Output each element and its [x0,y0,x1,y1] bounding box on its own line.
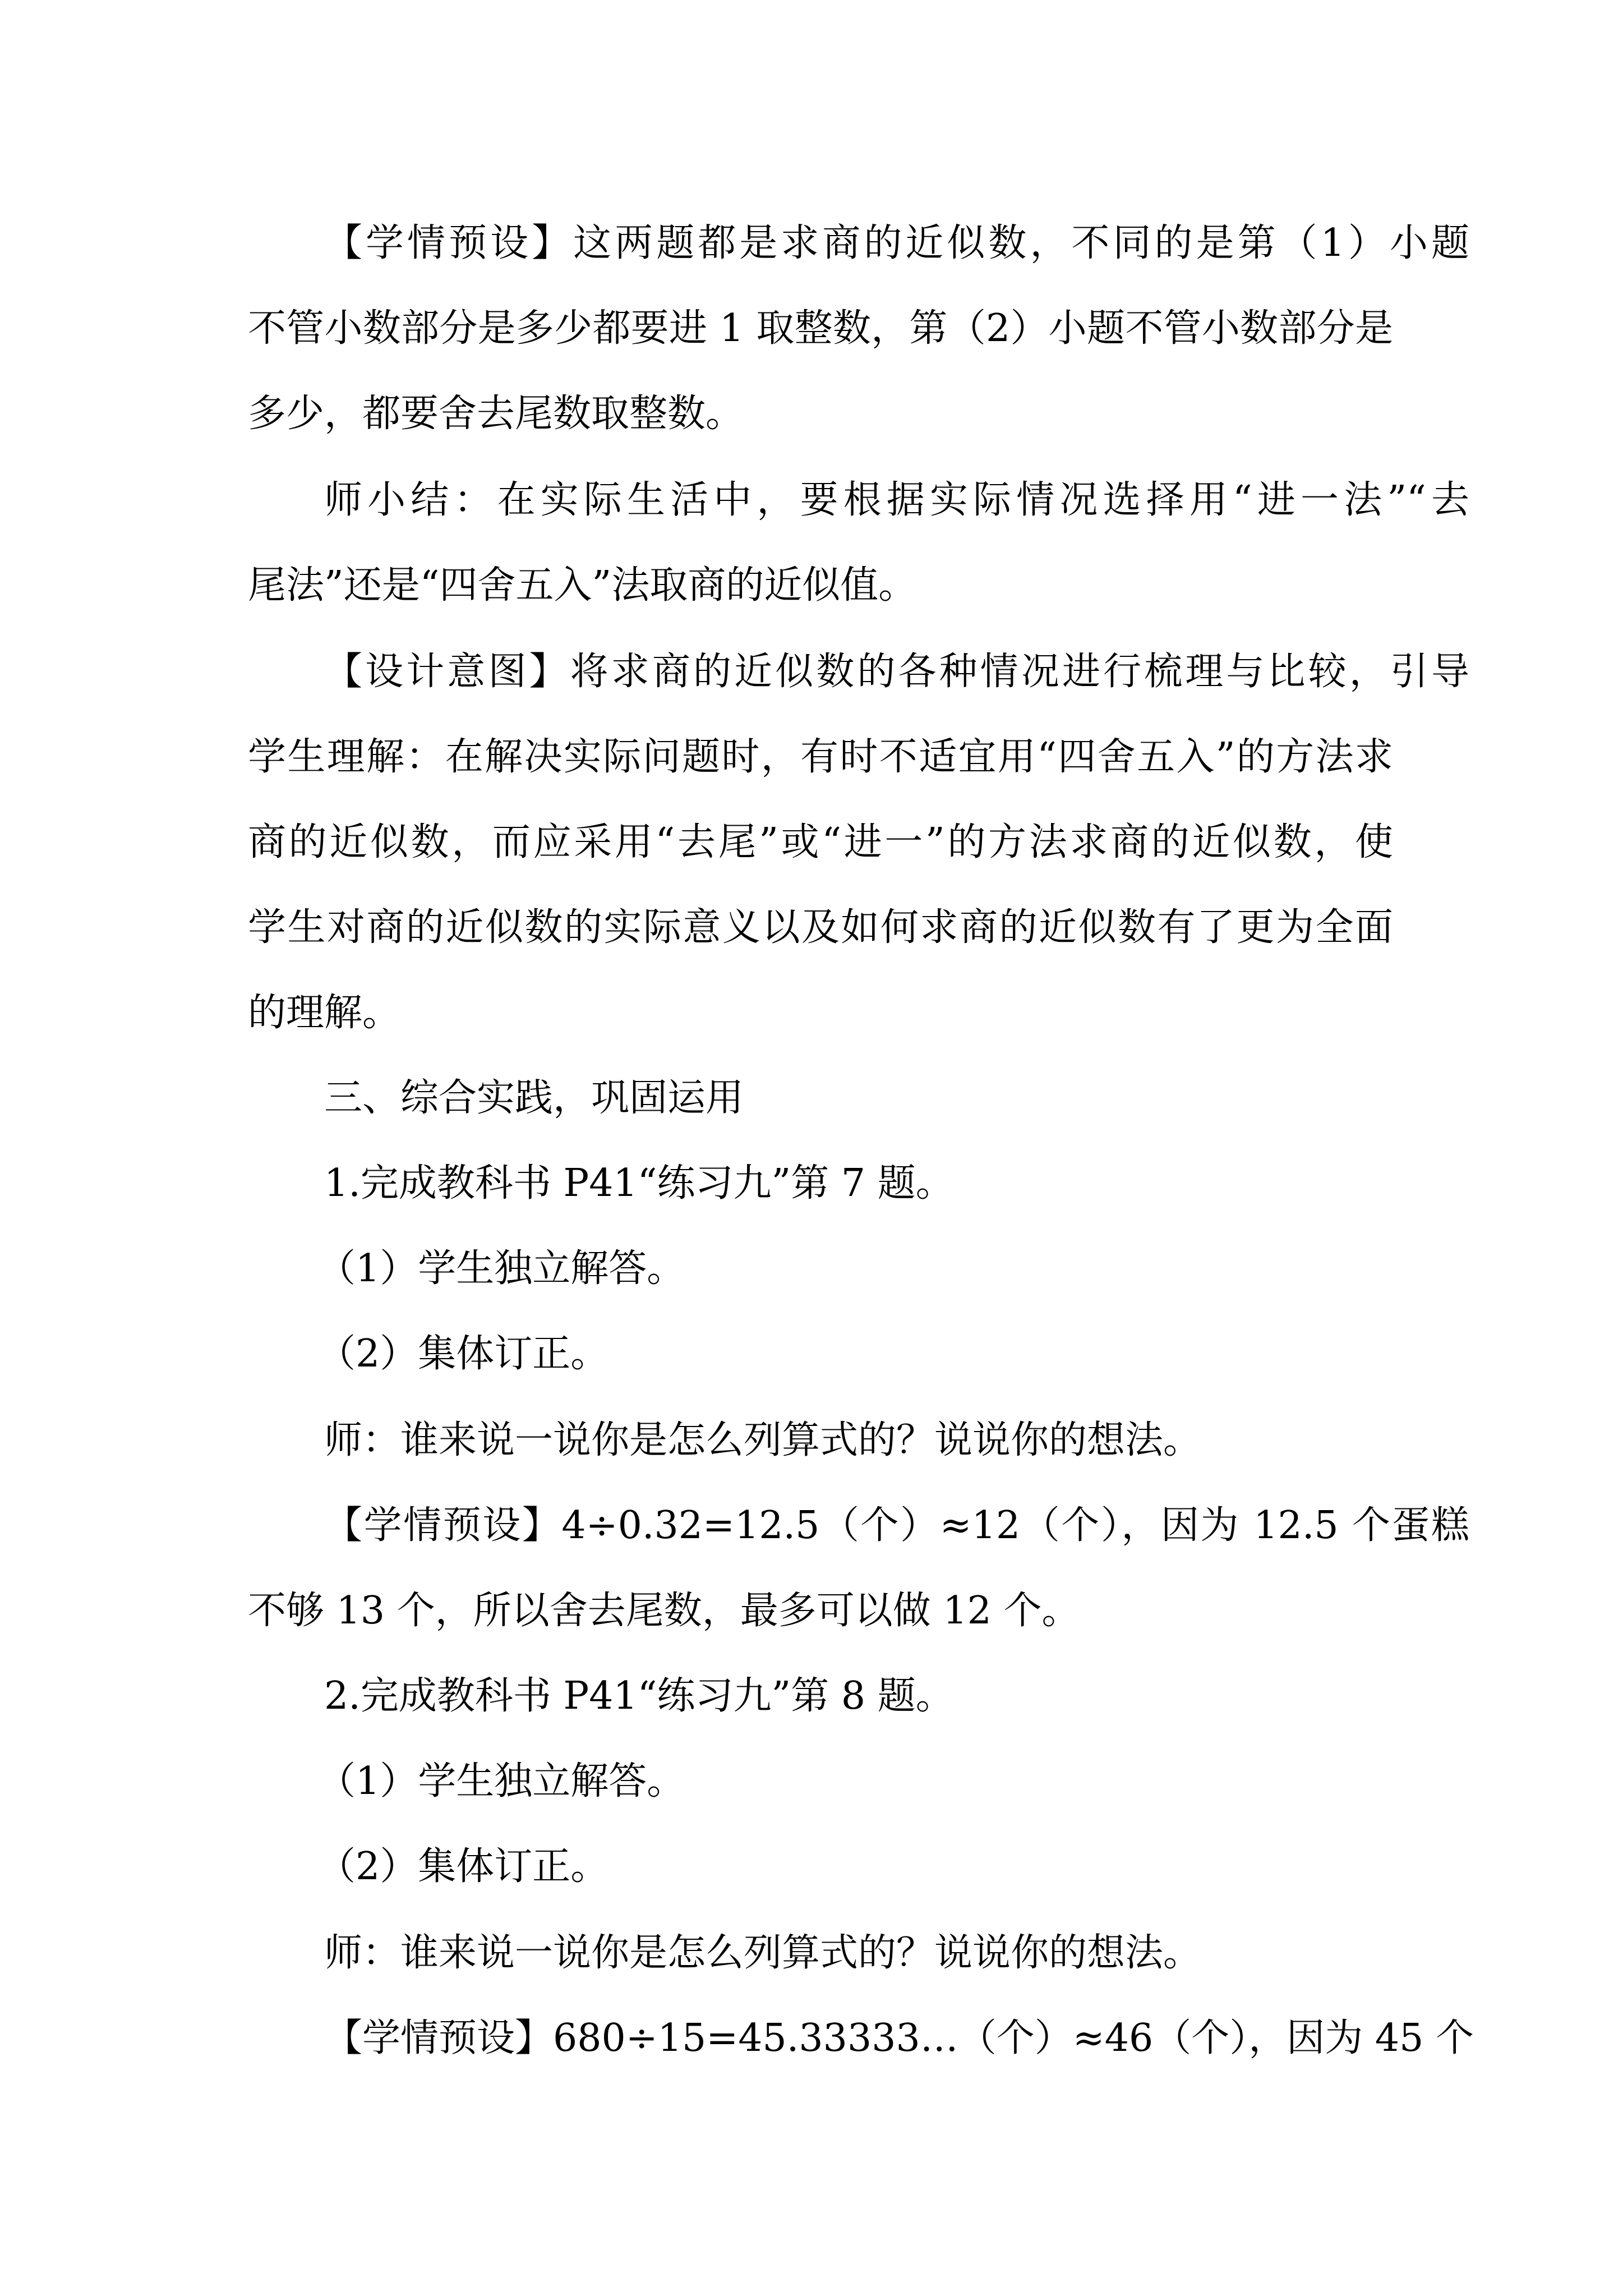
text-line: 【学情预设】4÷0.32=12.5（个）≈12（个），因为 12.5 个蛋糕 [324,1503,1469,1548]
text-line: （2）集体订正。 [317,1844,609,1889]
text-line: 尾法”还是“四舍五入”法取商的近似值。 [248,563,917,608]
text-line: 多少，都要舍去尾数取整数。 [248,392,744,436]
text-line: 【设计意图】将求商的近似数的各种情况进行梳理与比较，引导 [324,650,1469,694]
text-line: （1）学生独立解答。 [317,1759,685,1803]
text-line: 商的近似数，而应采用“去尾”或“进一”的方法求商的近似数，使 [248,820,1393,864]
text-line: 师：谁来说一说你是怎么列算式的？说说你的想法。 [324,1931,1202,1975]
text-line: 的理解。 [248,991,401,1035]
text-line: 师：谁来说一说你是怎么列算式的？说说你的想法。 [324,1418,1202,1462]
text-line: （2）集体订正。 [317,1332,609,1376]
text-line: 不够 13 个，所以舍去尾数，最多可以做 12 个。 [248,1589,1080,1633]
section-heading: 三、综合实践，巩固运用 [324,1076,744,1120]
text-line: 不管小数部分是多少都要进 1 取整数，第（2）小题不管小数部分是 [248,306,1393,351]
text-line: 2.完成教科书 P41“练习九”第 8 题。 [324,1674,954,1718]
text-line: 学生对商的近似数的实际意义以及如何求商的近似数有了更为全面 [248,905,1393,950]
text-line: 师小结：在实际生活中，要根据实际情况选择用“进一法”“去 [324,478,1469,522]
text-line: 学生理解：在解决实际问题时，有时不适宜用“四舍五入”的方法求 [248,735,1393,779]
text-line: 1.完成教科书 P41“练习九”第 7 题。 [324,1161,954,1205]
text-line: （1）学生独立解答。 [317,1246,685,1291]
text-line: 【学情预设】680÷15=45.33333…（个）≈46（个），因为 45 个 [324,2016,1474,2060]
text-line: 【学情预设】这两题都是求商的近似数，不同的是第（1）小题 [324,221,1469,265]
